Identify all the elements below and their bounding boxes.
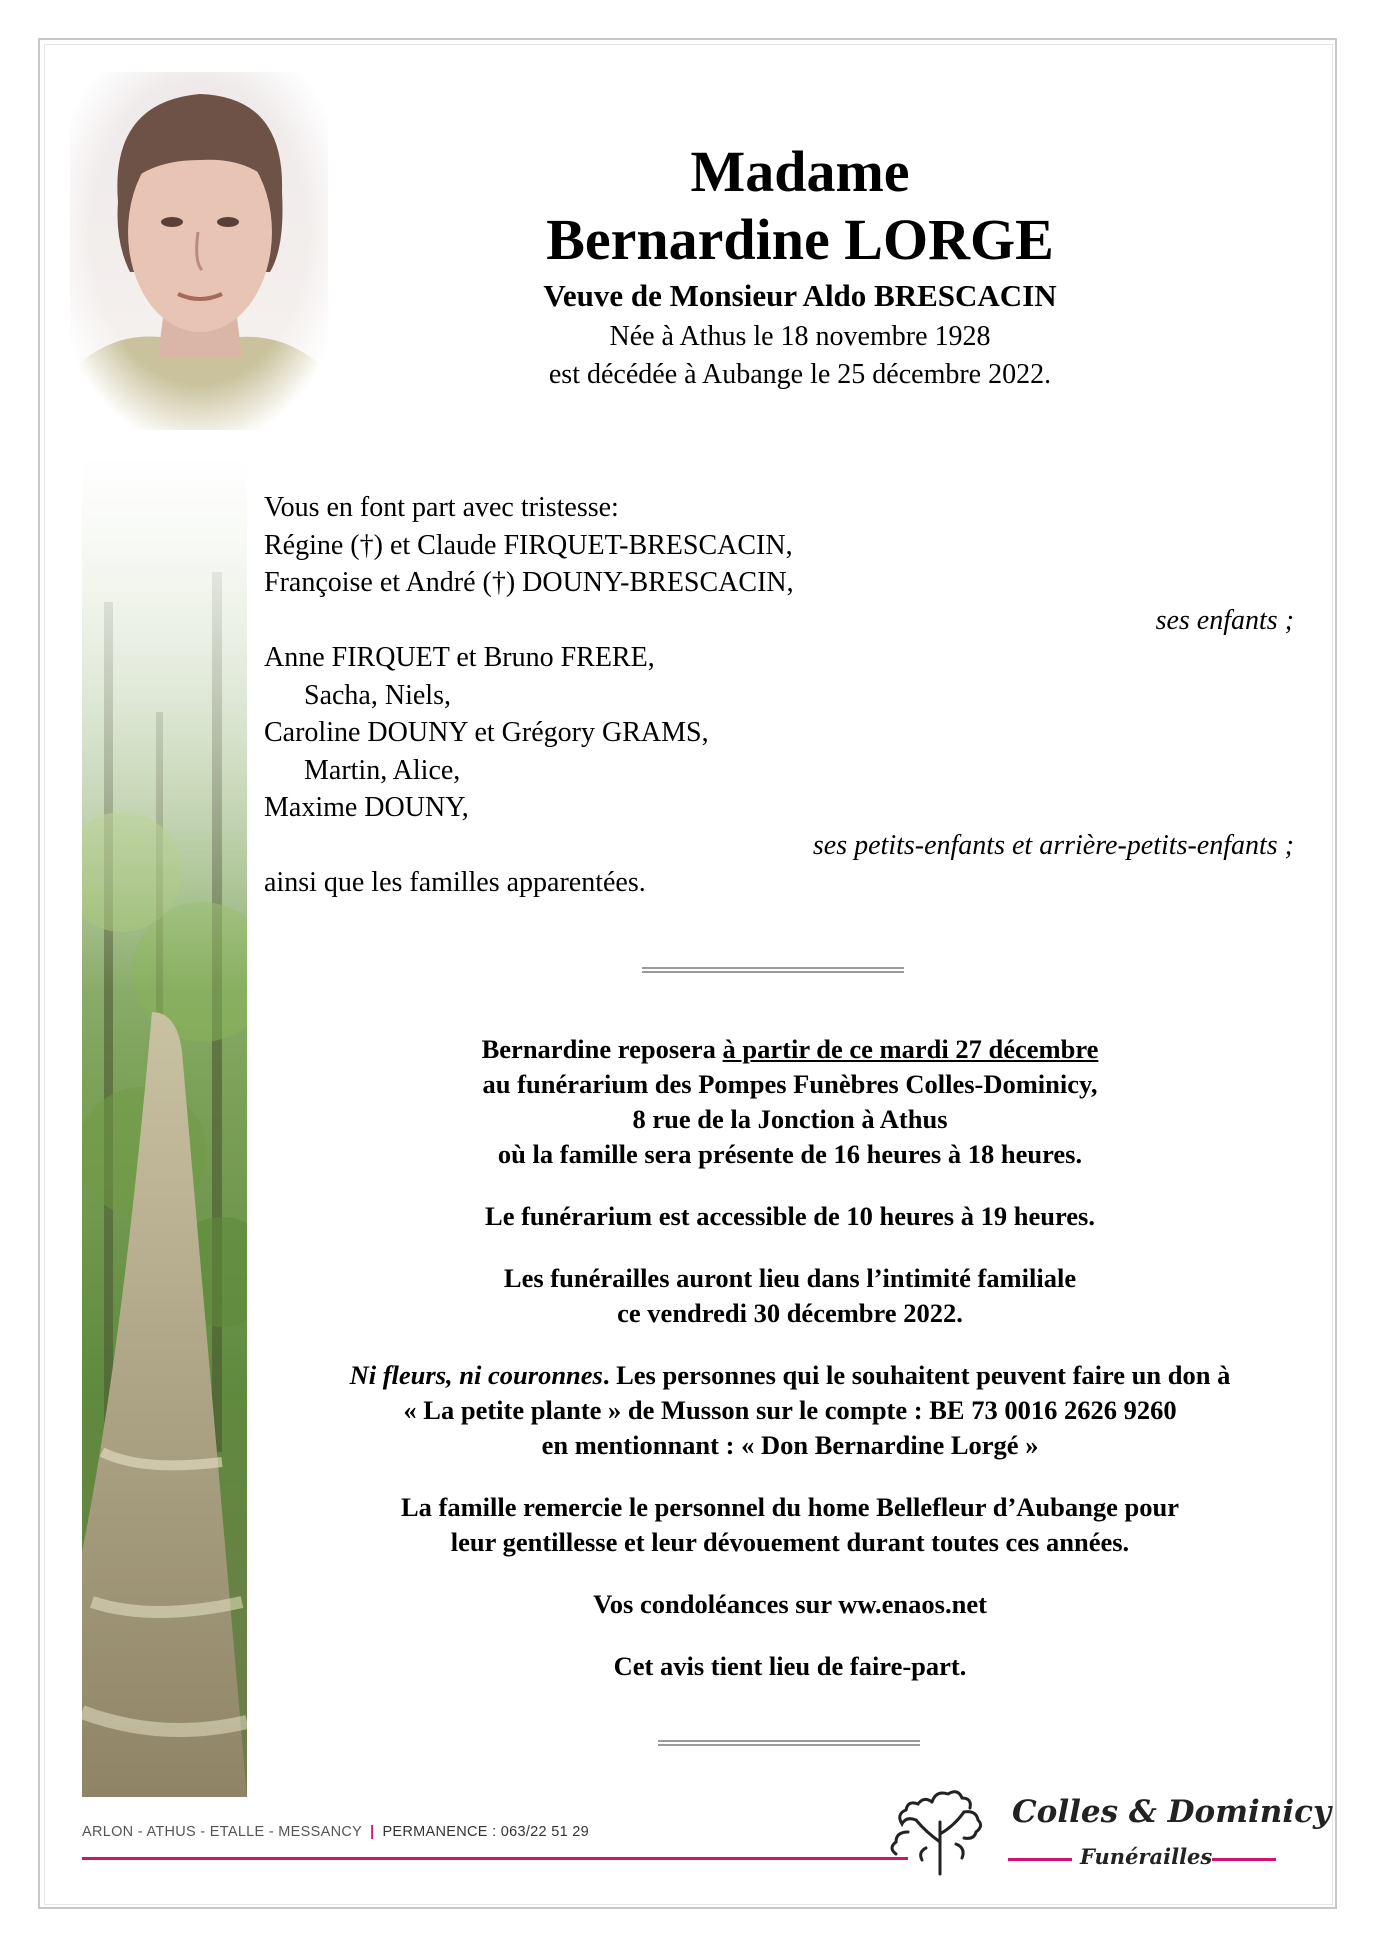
divider [642, 967, 904, 973]
child-line: Françoise et André (†) DOUNY-BRESCACIN, [264, 567, 794, 598]
footer-separator: | [370, 1824, 375, 1840]
tree-logo-icon [886, 1782, 994, 1876]
brand-subtitle: Funérailles [1080, 1844, 1213, 1869]
brand-accent-line [1008, 1858, 1072, 1861]
footer-accent-line [82, 1857, 908, 1860]
grandchild-line: Martin, Alice, [304, 754, 461, 786]
footer-permanence: PERMANENCE : 063/22 51 29 [382, 1824, 590, 1840]
access-hours: Le funérarium est accessible de 10 heures à 19 heures. [485, 1201, 1095, 1231]
portrait-photo [70, 72, 328, 430]
birth-info: Née à Athus le 18 novembre 1928 [609, 321, 991, 352]
divider [658, 1740, 920, 1746]
condolences-line: Vos condoléances sur ww.enaos.net [593, 1589, 987, 1619]
footer-locations: ARLON - ATHUS - ETALLE - MESSANCY [82, 1824, 363, 1840]
family-list [264, 489, 1294, 902]
deceased-name: Bernardine LORGE [546, 207, 1054, 272]
brand-accent-line [1212, 1858, 1276, 1861]
funeral-paragraph: Les funérailles auront lieu dans l’intimité familiale ce vendredi 30 décembre 2022. [503, 1263, 1077, 1328]
faire-part-line: Cet avis tient lieu de faire-part. [613, 1651, 967, 1681]
forest-path-image [82, 452, 247, 1797]
visitation-date: à partir de ce mardi 27 décembre [722, 1034, 1099, 1064]
funerarium-address: 8 rue de la Jonction à Athus [632, 1104, 948, 1134]
family-intro: Vous en font part avec tristesse: [264, 492, 619, 523]
death-info: est décédée à Aubange le 25 décembre 2022. [548, 359, 1052, 390]
brand-name: Colles & Dominicy [1012, 1794, 1331, 1830]
grandchild-line: Sacha, Niels, [304, 679, 451, 711]
grandchild-line: Caroline DOUNY et Grégory GRAMS, [264, 717, 709, 748]
family-closing: ainsi que les familles apparentées. [264, 867, 646, 898]
funeral-date: ce vendredi 30 décembre 2022. [617, 1298, 963, 1328]
funeral-notice [270, 1032, 1310, 1711]
footer-info [82, 1824, 589, 1840]
bank-account: « La petite plante » de Musson sur le compte : BE 73 0016 2626 9260 [403, 1395, 1177, 1425]
honorific: Madame [690, 139, 910, 204]
donation-paragraph: Ni fleurs, ni couronnes. Les personnes qui le souhaitent peuvent faire un don à « La petite plante » de Musson sur le compte : BE 73 0016 2626 9260 en mentionnant : « Don Bernardine Lorgé » [349, 1360, 1231, 1460]
child-line: Régine (†) et Claude FIRQUET-BRESCACIN, [264, 529, 793, 561]
thanks-paragraph: La famille remercie le personnel du home Bellefleur d’Aubange pour leur gentillesse et leur dévouement durant toutes ces années. [400, 1492, 1179, 1557]
grandchildren-label: ses petits-enfants et arrière-petits-enfants ; [812, 829, 1294, 861]
visitation-paragraph: Bernardine reposera à partir de ce mardi 27 décembre au funérarium des Pompes Funèbres Colles-Dominicy, 8 rue de la Jonction à Athus où la famille sera présente de 16 heures à 18 heures. [481, 1034, 1099, 1169]
children-label: ses enfants ; [1155, 604, 1294, 636]
grandchild-line: Maxime DOUNY, [264, 792, 469, 823]
widow-of: Veuve de Monsieur Aldo BRESCACIN [543, 278, 1057, 313]
grandchild-line: Anne FIRQUET et Bruno FRERE, [264, 642, 655, 673]
